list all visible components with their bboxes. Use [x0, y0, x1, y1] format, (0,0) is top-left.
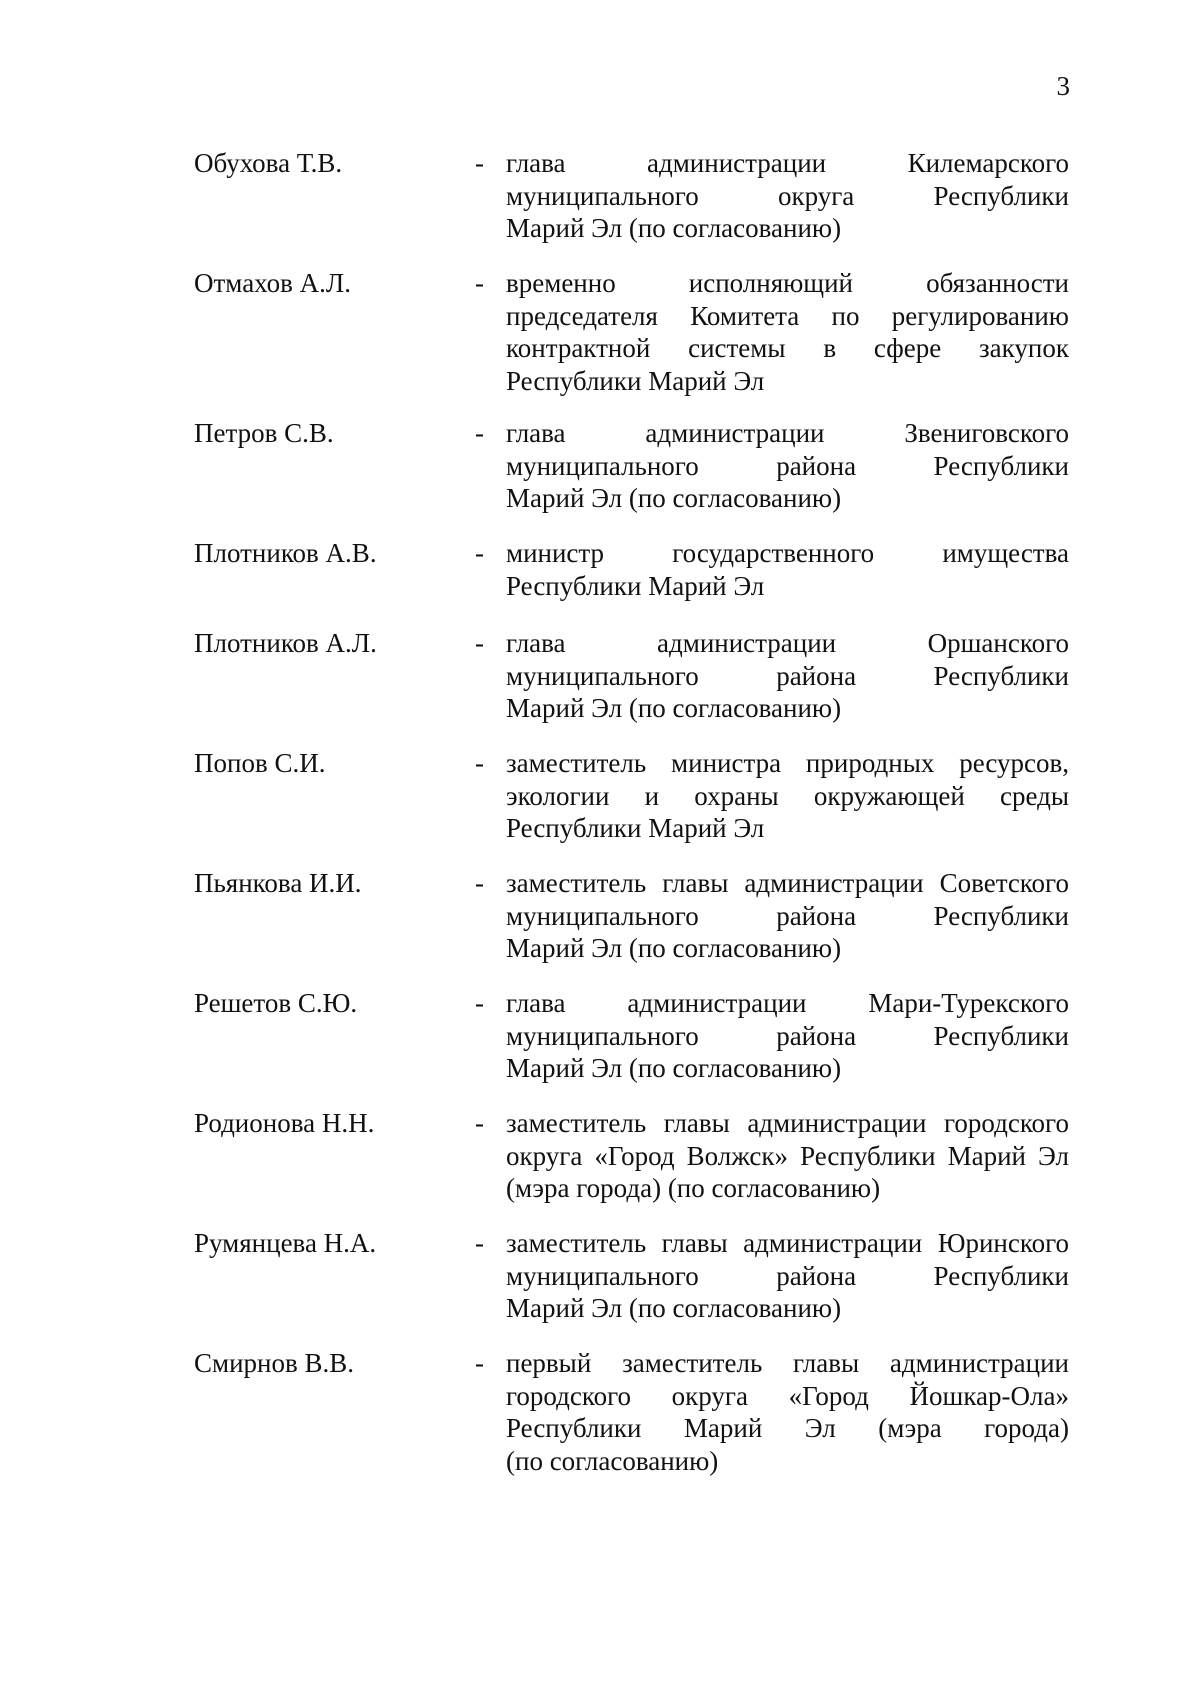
position-line: Марий Эл (по согласованию) [506, 483, 842, 513]
position-line: муниципального района Республики [506, 660, 1069, 691]
list-item [0, 417, 1200, 537]
position-line: заместитель главы администрации городского [506, 1108, 1069, 1138]
member-name: Румянцева Н.А. [194, 1228, 377, 1258]
list-item [0, 867, 1200, 987]
position-line: муниципального района Республики [506, 1020, 1069, 1051]
position-line: Республики Марий Эл [506, 813, 765, 843]
dash-separator: - [475, 628, 484, 658]
list-item [0, 747, 1200, 867]
position-line: Марий Эл (по согласованию) [506, 1053, 842, 1083]
member-name: Смирнов В.В. [194, 1348, 355, 1378]
member-position [506, 1227, 1069, 1325]
position-line: первый заместитель главы администрации [506, 1348, 1069, 1378]
member-name: Петров С.В. [194, 418, 334, 448]
position-line: муниципального района Республики [506, 1260, 1069, 1291]
position-line: глава администрации Звениговского [506, 418, 1069, 448]
member-position [506, 537, 1069, 602]
dash-separator: - [475, 988, 484, 1018]
position-line: Республики Марий Эл [506, 365, 765, 396]
member-position [506, 267, 1069, 397]
position-line: заместитель министра природных ресурсов, [506, 748, 1069, 778]
dash-separator: - [475, 268, 484, 298]
position-line: муниципального округа Республики [506, 180, 1069, 211]
list-item [0, 537, 1200, 627]
dash-separator: - [475, 148, 484, 178]
position-line: Марий Эл (по согласованию) [506, 693, 842, 723]
position-line: Республики Марий Эл (мэра города) [506, 1413, 1069, 1443]
position-line: округа «Город Волжск» Республики Марий Эл [506, 1140, 1069, 1171]
dash-separator: - [475, 1108, 484, 1138]
dash-separator: - [475, 1228, 484, 1258]
position-line: муниципального района Республики [506, 900, 1069, 931]
position-line: министр государственного имущества [506, 538, 1069, 568]
position-line: (по согласованию) [506, 1445, 719, 1476]
position-line: глава администрации Мари-Турекского [506, 988, 1069, 1018]
page-number: 3 [1056, 71, 1070, 101]
list-item [0, 1227, 1200, 1347]
position-line: заместитель главы администрации Юринского [506, 1228, 1069, 1258]
member-name: Попов С.И. [194, 748, 326, 778]
list-item [0, 987, 1200, 1107]
members-list [0, 147, 1200, 1487]
member-position [506, 1107, 1069, 1205]
member-name: Обухова Т.В. [194, 148, 343, 178]
dash-separator: - [475, 1348, 484, 1378]
member-position [506, 747, 1069, 845]
list-item [0, 627, 1200, 747]
member-name: Пьянкова И.И. [194, 868, 362, 898]
dash-separator: - [475, 418, 484, 448]
member-position [506, 987, 1069, 1085]
list-item [0, 147, 1200, 267]
member-position [506, 147, 1069, 245]
list-item [0, 1107, 1200, 1227]
member-position [506, 417, 1069, 515]
position-line: (мэра города) (по согласованию) [506, 1173, 881, 1203]
position-line: глава администрации Килемарского [506, 148, 1069, 178]
position-line: Марий Эл (по согласованию) [506, 1293, 842, 1323]
position-line: заместитель главы администрации Советского [506, 868, 1069, 898]
member-name: Плотников А.В. [194, 538, 377, 568]
position-line: председателя Комитета по регулированию [506, 300, 1069, 331]
member-position [506, 1347, 1069, 1477]
position-line: Марий Эл (по согласованию) [506, 933, 842, 963]
dash-separator: - [475, 538, 484, 568]
member-name: Плотников А.Л. [194, 628, 377, 658]
position-line: муниципального района Республики [506, 450, 1069, 481]
position-line: глава администрации Оршанского [506, 628, 1069, 658]
position-line: городского округа «Город Йошкар-Ола» [506, 1380, 1069, 1411]
position-line: Республики Марий Эл [506, 570, 765, 601]
list-item [0, 267, 1200, 417]
member-name: Родионова Н.Н. [194, 1108, 375, 1138]
dash-separator: - [475, 868, 484, 898]
position-line: экологии и охраны окружающей среды [506, 780, 1069, 811]
list-item [0, 1347, 1200, 1487]
dash-separator: - [475, 748, 484, 778]
position-line: контрактной системы в сфере закупок [506, 333, 1069, 363]
member-name: Отмахов А.Л. [194, 268, 351, 298]
member-position [506, 627, 1069, 725]
member-position [506, 867, 1069, 965]
member-name: Решетов С.Ю. [194, 988, 358, 1018]
position-line: временно исполняющий обязанности [506, 268, 1069, 298]
position-line: Марий Эл (по согласованию) [506, 213, 842, 243]
